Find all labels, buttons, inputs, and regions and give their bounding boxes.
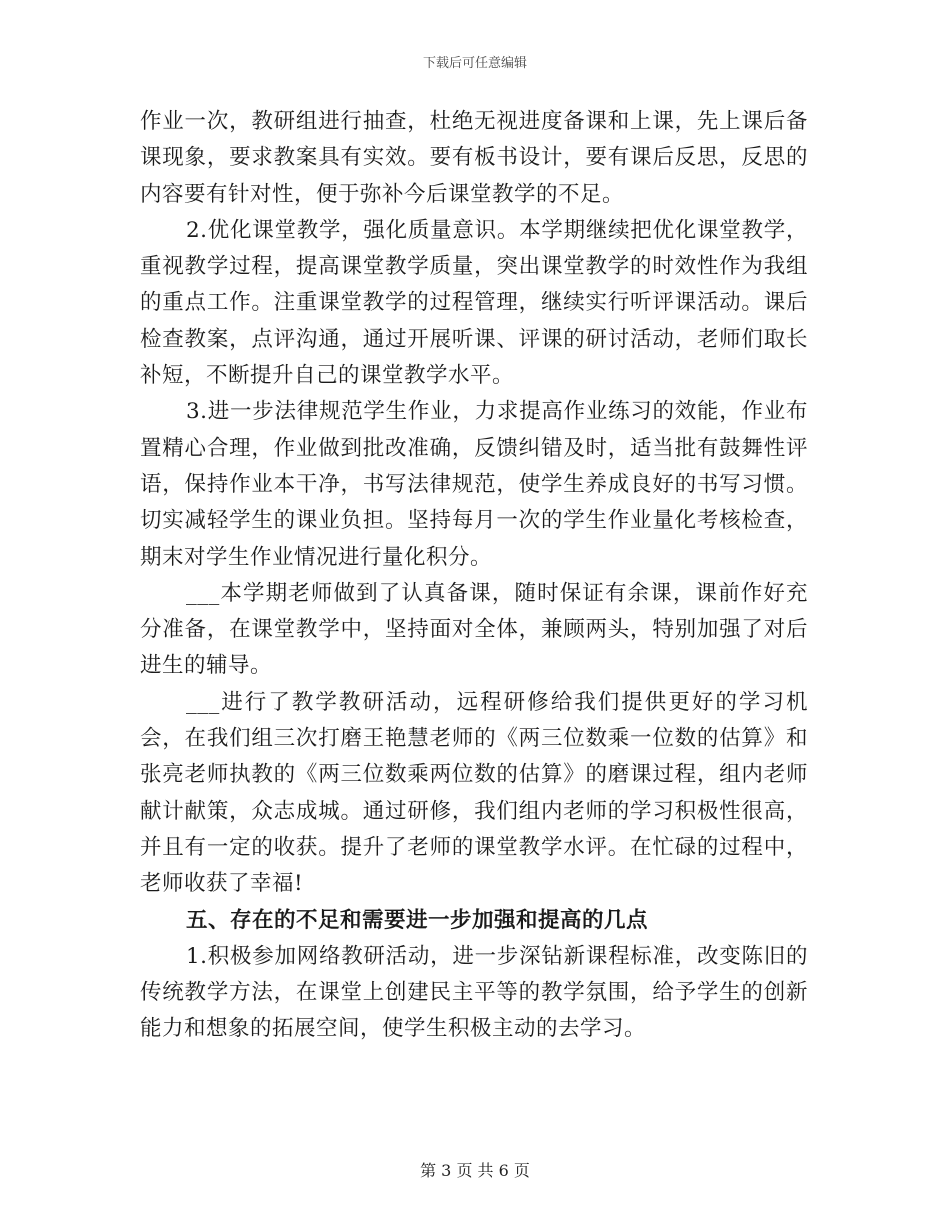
page-header: 下载后可任意编辑 [422,56,527,71]
document-body [140,104,808,1048]
paragraph-item-2: 2.优化课堂教学，强化质量意识。本学期继续把优化课堂教学，重视教学过程，提高课堂教学质量，突出课堂教学的时效性作为我组的重点工作。注重课堂教学的过程管理，继续实行听评课活动。课后检查教案，点评沟通，通过开展听课、评课的研讨活动，老师们取长补短，不断提升自己的课堂教学水平。 [140,217,808,389]
paragraph-teaching-research: ___进行了教学教研活动，远程研修给我们提供更好的学习机会，在我们组三次打磨王艳慧老师的《两三位数乘一位数的估算》和张亮老师执教的《两三位数乘两位数的估算》的磨课过程，组内老师献计献策，众志成城。通过研修，我们组内老师的学习积极性很高，并且有一定的收获。提升了老师的课堂教学水评。在忙碌的过程中，老师收获了幸福! [140,689,808,897]
page-footer: 第 3 页 共 6 页 [420,1161,530,1180]
section-heading-five: 五、存在的不足和需要进一步加强和提高的几点 [186,907,649,933]
paragraph-section-item-1: 1.积极参加网络教研活动，进一步深钻新课程标准，改变陈旧的传统教学方法，在课堂上创建民主平等的教学氛围，给予学生的创新能力和想象的拓展空间，使学生积极主动的去学习。 [140,943,808,1042]
paragraph-lesson-prep: ___本学期老师做到了认真备课，随时保证有余课，课前作好充分准备，在课堂教学中，坚持面对全体，兼顾两头，特别加强了对后进生的辅导。 [140,580,808,679]
paragraph-continuation: 作业一次，教研组进行抽查，杜绝无视进度备课和上课，先上课后备课现象，要求教案具有实效。要有板书设计，要有课后反思，反思的内容要有针对性，便于弥补今后课堂教学的不足。 [140,109,808,207]
paragraph-item-3: 3.进一步法律规范学生作业，力求提高作业练习的效能，作业布置精心合理，作业做到批改准确，反馈纠错及时，适当批有鼓舞性评语，保持作业本干净，书写法律规范，使学生养成良好的书写习惯。切实减轻学生的课业负担。坚持每月一次的学生作业量化考核检查，期末对学生作业情况进行量化积分。 [140,399,808,570]
